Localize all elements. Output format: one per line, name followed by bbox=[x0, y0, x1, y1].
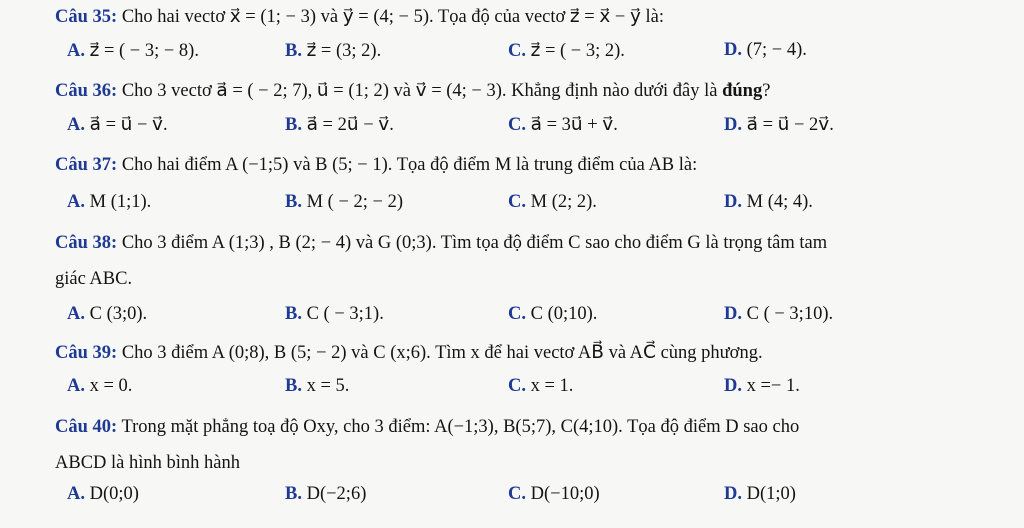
option-text: D(−10;0) bbox=[530, 484, 600, 504]
option-label: A. bbox=[67, 484, 85, 504]
question-40-line2: ABCD là hình bình hành bbox=[55, 453, 240, 473]
options-37 bbox=[0, 192, 1024, 218]
option-text: a⃗ = u⃗ − v⃗. bbox=[89, 115, 168, 135]
question-number: Câu 39: bbox=[55, 343, 118, 363]
option-c bbox=[508, 304, 597, 325]
option-b bbox=[285, 114, 394, 136]
option-label: B. bbox=[285, 192, 302, 212]
option-label: C. bbox=[508, 192, 526, 212]
question-38-line2: giác ABC. bbox=[55, 269, 133, 289]
option-d bbox=[724, 40, 807, 61]
option-label: A. bbox=[67, 41, 85, 61]
option-d bbox=[724, 376, 800, 397]
option-b bbox=[285, 484, 366, 505]
option-d bbox=[724, 484, 796, 505]
question-number: Câu 38: bbox=[55, 233, 118, 253]
option-label: D. bbox=[724, 192, 742, 212]
option-text: x = 5. bbox=[306, 376, 350, 396]
option-text: M (1;1). bbox=[89, 192, 152, 212]
option-text: M (4; 4). bbox=[746, 192, 813, 212]
option-a bbox=[67, 484, 139, 505]
option-b bbox=[285, 376, 349, 397]
option-b bbox=[285, 304, 384, 325]
option-text: z⃗ = ( − 3; 2). bbox=[530, 41, 625, 61]
option-text: C ( − 3;10). bbox=[746, 304, 834, 324]
question-text: Cho hai điểm A (−1;5) và B (5; − 1). Tọa độ điểm M là trung điểm của AB là: bbox=[121, 155, 698, 175]
option-label: A. bbox=[67, 376, 85, 396]
option-text: C (0;10). bbox=[530, 304, 598, 324]
option-text: D(−2;6) bbox=[306, 484, 367, 504]
option-label: D. bbox=[724, 40, 742, 60]
question-emphasis: đúng bbox=[722, 81, 763, 101]
option-text: D(1;0) bbox=[746, 484, 796, 504]
option-c bbox=[508, 114, 618, 136]
question-text: Cho 3 điểm A (0;8), B (5; − 2) và C (x;6). Tìm x để hai vectơ AB⃗ và AC⃗ cùng phương. bbox=[121, 343, 763, 363]
question-number: Câu 37: bbox=[55, 155, 118, 175]
option-text: D(0;0) bbox=[89, 484, 139, 504]
option-label: B. bbox=[285, 115, 302, 135]
option-label: B. bbox=[285, 41, 302, 61]
option-text: M (2; 2). bbox=[530, 192, 597, 212]
option-text: a⃗ = 3u⃗ + v⃗. bbox=[530, 115, 618, 135]
option-text: C (3;0). bbox=[89, 304, 148, 324]
option-text: C ( − 3;1). bbox=[306, 304, 384, 324]
option-label: C. bbox=[508, 304, 526, 324]
question-number: Câu 36: bbox=[55, 81, 118, 101]
option-a bbox=[67, 304, 147, 325]
option-label: B. bbox=[285, 484, 302, 504]
question-end: ? bbox=[762, 81, 771, 101]
option-label: A. bbox=[67, 304, 85, 324]
question-text: Cho 3 vectơ a⃗ = ( − 2; 7), u⃗ = (1; 2) và v⃗ = (4; − 3). Khẳng định nào dưới đây là bbox=[121, 81, 718, 101]
question-text: Trong mặt phẳng toạ độ Oxy, cho 3 điểm: A(−1;3), B(5;7), C(4;10). Tọa độ điểm D sao cho bbox=[121, 417, 800, 437]
option-text: a⃗ = 2u⃗ − v⃗. bbox=[306, 115, 394, 135]
option-b bbox=[285, 40, 381, 62]
option-c bbox=[508, 40, 625, 62]
option-text: z⃗ = (3; 2). bbox=[306, 41, 382, 61]
option-label: C. bbox=[508, 115, 526, 135]
option-label: B. bbox=[285, 376, 302, 396]
question-39 bbox=[55, 340, 985, 366]
option-label: D. bbox=[724, 304, 742, 324]
question-text: Cho hai vectơ x⃗ = (1; − 3) và y⃗ = (4; − 5). Tọa độ của vectơ z⃗ = x⃗ − y⃗ là: bbox=[121, 7, 665, 27]
options-38 bbox=[0, 304, 1024, 330]
question-text: Cho 3 điểm A (1;3) , B (2; − 4) và G (0;3). Tìm tọa độ điểm C sao cho điểm G là trọng tâm tam bbox=[121, 233, 828, 253]
option-c bbox=[508, 376, 573, 397]
option-a bbox=[67, 114, 168, 136]
option-a bbox=[67, 40, 199, 62]
option-label: C. bbox=[508, 376, 526, 396]
question-40 bbox=[55, 414, 985, 440]
option-d bbox=[724, 114, 834, 136]
option-text: z⃗ = ( − 3; − 8). bbox=[89, 41, 199, 61]
option-text: x = 1. bbox=[530, 376, 574, 396]
option-c bbox=[508, 192, 597, 213]
question-36 bbox=[55, 78, 985, 104]
question-number: Câu 40: bbox=[55, 417, 118, 437]
option-text: a⃗ = u⃗ − 2v⃗. bbox=[746, 115, 834, 135]
options-39 bbox=[0, 376, 1024, 402]
option-a bbox=[67, 376, 132, 397]
option-a bbox=[67, 192, 151, 213]
option-c bbox=[508, 484, 600, 505]
option-label: D. bbox=[724, 115, 742, 135]
option-label: C. bbox=[508, 484, 526, 504]
question-35 bbox=[55, 4, 985, 30]
question-number: Câu 35: bbox=[55, 7, 118, 27]
options-35 bbox=[0, 40, 1024, 66]
option-label: D. bbox=[724, 376, 742, 396]
option-text: x =− 1. bbox=[746, 376, 800, 396]
option-label: C. bbox=[508, 41, 526, 61]
option-label: B. bbox=[285, 304, 302, 324]
option-text: x = 0. bbox=[89, 376, 133, 396]
question-37 bbox=[55, 152, 985, 178]
option-text: (7; − 4). bbox=[746, 40, 807, 60]
options-40 bbox=[0, 484, 1024, 510]
option-label: A. bbox=[67, 115, 85, 135]
options-36 bbox=[0, 114, 1024, 140]
option-d bbox=[724, 192, 813, 213]
option-label: D. bbox=[724, 484, 742, 504]
option-label: A. bbox=[67, 192, 85, 212]
option-b bbox=[285, 192, 403, 213]
option-d bbox=[724, 304, 833, 325]
question-38 bbox=[55, 230, 985, 256]
option-text: M ( − 2; − 2) bbox=[306, 192, 403, 212]
